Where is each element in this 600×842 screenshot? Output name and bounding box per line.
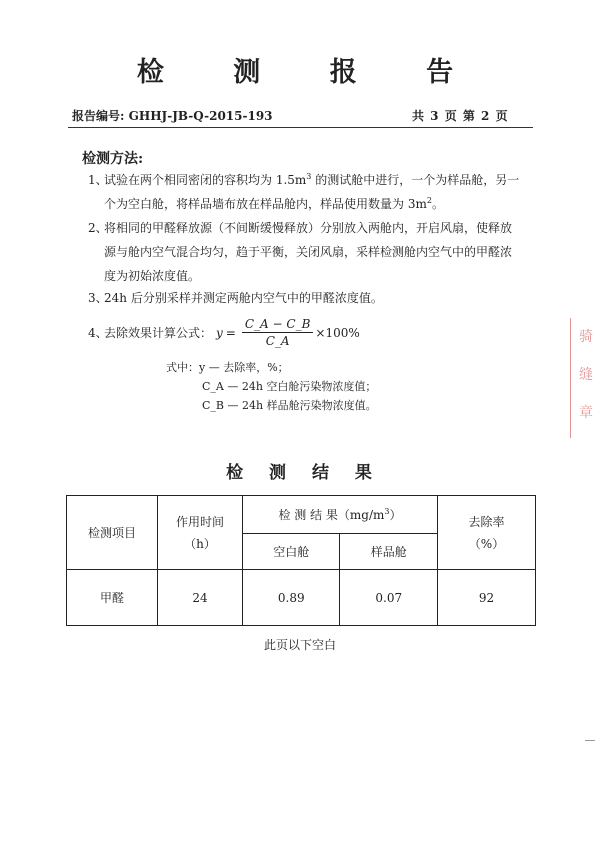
header-divider (68, 127, 533, 128)
report-number (72, 107, 273, 124)
legend-prefix: 式中： (166, 361, 199, 374)
stamp-char: 缝 (579, 367, 593, 383)
cell-removal: 92 (438, 570, 536, 626)
item-text: 个为空白舱，将样品墙布放在样品舱内，样品使用数量为 3m (104, 197, 427, 211)
stamp-char: 章 (579, 405, 593, 421)
stamp-char: 骑 (579, 329, 593, 345)
formula-numerator: C_A − C_B (242, 316, 314, 333)
formula-times: ×100% (315, 325, 360, 340)
cell-sample: 0.07 (340, 570, 438, 626)
item-text: 。 (431, 197, 444, 211)
superscript: 3 (384, 507, 390, 516)
superscript: 3 (306, 172, 312, 181)
header-result-close: ） (389, 508, 402, 522)
blank-note: 此页以下空白 (263, 638, 336, 652)
removal-formula (88, 316, 360, 349)
seam-stamp (570, 318, 600, 438)
item-text: 源与舱内空气混合均匀，趋于平衡，关闭风扇，采样检测舱内空气中的甲醛浓 (104, 245, 513, 259)
header-removal (438, 496, 536, 570)
legend-ca: C_A — 24h 空白舱污染物浓度值； (202, 380, 377, 393)
formula-label: 去除效果计算公式： (104, 326, 213, 340)
superscript: 2 (426, 196, 432, 205)
header-time-unit: （h） (184, 536, 216, 551)
legend-cb: C_B — 24h 样品舱污染物浓度值。 (202, 399, 377, 412)
table-row (67, 570, 536, 626)
report-number-label: 报告编号: (72, 109, 125, 123)
method-item-3 (88, 286, 538, 310)
method-heading: 检测方法: (82, 151, 144, 167)
item-text: 试验在两个相同密闭的容积均为 1.5m (104, 173, 307, 187)
cell-item: 甲醛 (67, 570, 158, 626)
report-title: 检 测 报 告 (136, 57, 484, 88)
item-number: 1、 (88, 173, 108, 187)
item-text: 将相同的甲醛释放源（不间断缓慢释放）分别放入两舱内，开启风扇，使释放 (104, 221, 513, 235)
formula-denominator: C_A (265, 334, 290, 348)
results-table (66, 495, 536, 626)
header-time (158, 496, 243, 570)
header-removal-unit: （%） (468, 536, 505, 551)
method-item-1 (88, 168, 538, 216)
method-item-2 (88, 216, 538, 288)
item-number: 2、 (88, 221, 108, 235)
formula-legend (166, 358, 377, 415)
header-blank: 空白舱 (243, 534, 340, 570)
header-item: 检测项目 (67, 496, 158, 570)
item-number: 3、 (88, 291, 108, 305)
item-text: 24h 后分别采样并测定两舱内空气中的甲醛浓度值。 (104, 291, 383, 305)
item-text: 度为初始浓度值。 (104, 269, 201, 283)
item-number: 4、 (88, 326, 108, 340)
header-result (243, 496, 438, 534)
formula-fraction (242, 316, 314, 349)
cell-time: 24 (158, 570, 243, 626)
formula-eq: = (225, 325, 236, 340)
report-number-value: GHHJ-JB-Q-2015-193 (128, 109, 273, 123)
item-text: 的测试舱中进行，一个为样品舱，另一 (311, 173, 520, 187)
results-heading: 检 测 结 果 (226, 463, 382, 483)
edge-mark (585, 740, 595, 741)
legend-y: y — 去除率，%； (199, 361, 289, 374)
header-removal-label: 去除率 (468, 514, 505, 529)
header-result-label: 检 测 结 果（mg/m (278, 508, 385, 522)
formula-y: y (216, 325, 223, 340)
page-info: 共 3 页 第 2 页 (412, 109, 508, 123)
cell-blank: 0.89 (243, 570, 340, 626)
header-sample: 样品舱 (340, 534, 438, 570)
header-time-label: 作用时间 (175, 514, 224, 529)
